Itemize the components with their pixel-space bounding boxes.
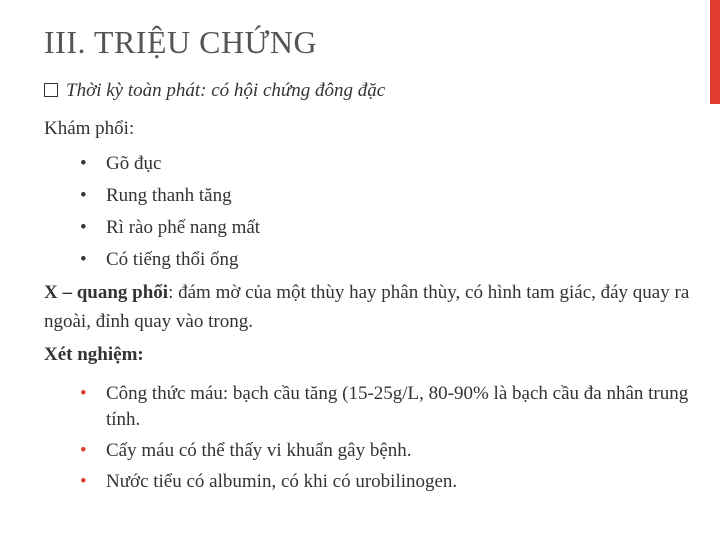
subtitle-text: Thời kỳ toàn phát: có hội chứng đông đặc	[66, 80, 386, 101]
tests-heading-text: Xét nghiệm:	[44, 344, 144, 365]
list-item: • Cấy máu có thể thấy vi khuẩn gây bệnh.	[80, 438, 690, 464]
slide-title: III. TRIỆU CHỨNG	[44, 24, 318, 60]
xray-label: X – quang phổi	[44, 282, 169, 303]
tests-heading	[44, 344, 144, 366]
list-item: • Rung thanh tăng	[80, 180, 260, 212]
list-item: • Rì rào phế nang mất	[80, 212, 260, 244]
accent-bar	[710, 0, 720, 104]
list-item: • Gõ đục	[80, 148, 260, 180]
checkbox-bullet-icon	[44, 83, 58, 97]
exam-list	[80, 148, 260, 276]
tests-list	[80, 381, 690, 500]
xray-text: : đám mờ của một thùy hay phân thùy, có hình tam giác, đáy quay ra ngoài, đỉnh quay vào trong.	[44, 282, 690, 332]
subtitle-line	[44, 80, 385, 102]
list-item: • Nước tiểu có albumin, có khi có urobilinogen.	[80, 469, 690, 495]
list-item: • Có tiếng thổi ống	[80, 244, 260, 276]
exam-heading: Khám phổi:	[44, 118, 135, 139]
xray-paragraph	[44, 278, 694, 336]
list-item: • Công thức máu: bạch cầu tăng (15-25g/L, 80-90% là bạch cầu đa nhân trung tính.	[80, 381, 690, 433]
